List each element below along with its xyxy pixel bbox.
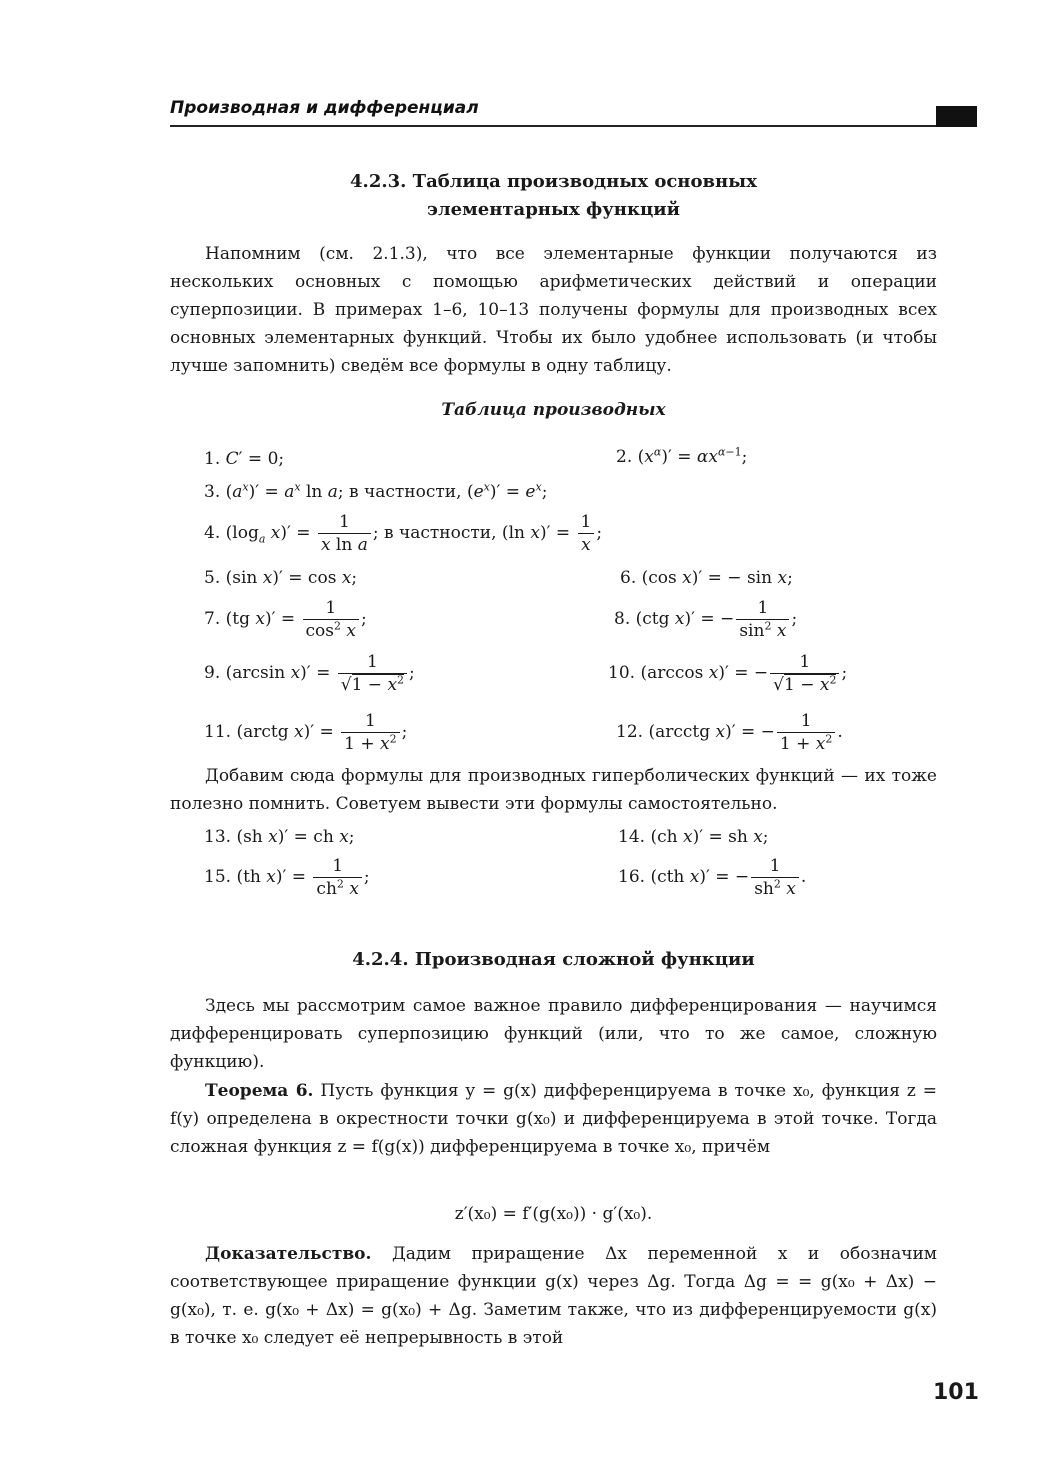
item-number: 11. bbox=[204, 722, 232, 742]
running-title: Производная и дифференциал bbox=[170, 98, 479, 118]
proof-label: Доказательство. bbox=[205, 1244, 372, 1264]
theorem-text: Пусть функция y = g(x) дифференцируема в точке x₀, функция z = f(y) определена в окрестности точки g(x₀) и дифференцируема в этой точке. Тогда сложная функция z = f(g(x)) дифференцируема в точке x₀, причём bbox=[170, 1081, 937, 1157]
formula-16: 16. (cth x)′ = − $\frac{1}{sh^2 x}$ . bbox=[618, 856, 807, 899]
item-number: 12. bbox=[616, 722, 644, 742]
fraction: $\frac{1}{\text{x ln a}}$ bbox=[318, 512, 371, 555]
fraction: $\frac{1}{√1 - x^2}$ bbox=[338, 652, 407, 695]
fraction: $\frac{1}{√1 - x^2}$ bbox=[770, 652, 839, 695]
proof-paragraph bbox=[170, 1240, 937, 1352]
theorem-paragraph bbox=[170, 1077, 937, 1161]
formula-11: 11. (arctg x)′ = $\frac{1}{1 + x^2}$ ; bbox=[204, 711, 408, 754]
item-number: 4. bbox=[204, 523, 221, 543]
formula-2: 2. $(x^\alpha)' = \alpha x^{\alpha-1}$; bbox=[616, 445, 748, 467]
formula-1: 1. C′ = 0; bbox=[204, 449, 285, 469]
item-number: 8. bbox=[614, 609, 631, 629]
page-number: 101 bbox=[933, 1380, 979, 1405]
chain-rule-formula: z′(x₀) = f′(g(x₀)) · g′(x₀). bbox=[454, 1204, 653, 1224]
item-number: 2. bbox=[616, 447, 633, 467]
formula-6: 6. (cos x)′ = − sin x; bbox=[620, 568, 793, 588]
item-number: 3. bbox=[204, 482, 221, 502]
formula-7: 7. (tg x)′ = $\frac{1}{\cos^2 x}$ ; bbox=[204, 598, 367, 641]
item-number: 5. bbox=[204, 568, 221, 588]
item-number: 9. bbox=[204, 663, 221, 683]
formula-3: 3. $(a^x)' = a^x$ ln a; в частности, $(e^x)' = e^x$; bbox=[204, 480, 548, 502]
formula-15: 15. (th x)′ = $\frac{1}{ch^2 x}$ ; bbox=[204, 856, 370, 899]
section-heading-line2: элементарных функций bbox=[427, 199, 680, 220]
formula-10: 10. (arccos x)′ = − $\frac{1}{√1 - x^2}$ ; bbox=[608, 652, 848, 695]
fraction: $\frac{1}{\cos^2 x}$ bbox=[303, 598, 359, 641]
section-heading-4-2-4: 4.2.4. Производная сложной функции bbox=[352, 949, 755, 970]
fraction: $\frac{1}{1 + x^2}$ bbox=[341, 711, 399, 754]
item-number: 1. bbox=[204, 449, 221, 469]
header-marker-block bbox=[936, 106, 977, 127]
intro-paragraph: Напомним (см. 2.1.3), что все элементарные функции получаются из нескольких основных с помощью арифметических действий и операции суперпозиции. В примерах 1–6, 10–13 получены формулы для производных всех основных элементарных функций. Чтобы их было удобнее использовать (и чтобы лучше запомнить) сведём все формулы в одну таблицу. bbox=[170, 244, 937, 376]
item-number: 6. bbox=[620, 568, 637, 588]
item-number: 7. bbox=[204, 609, 221, 629]
proof-text: Дадим приращение Δx переменной x и обозначим соответствующее приращение функции g(x) через Δg. Тогда Δg = = g(x₀ + Δx) − g(x₀), т. е. g(x₀ + Δx) = g(x₀) + Δg. Заметим также, что из дифференцируемости g(x) в точке x₀ следует её непрерывность в этой bbox=[170, 1244, 937, 1348]
fraction: $\frac{1}{sh^2 x}$ bbox=[751, 856, 799, 899]
formula-12: 12. (arcctg x)′ = − $\frac{1}{1 + x^2}$ . bbox=[616, 711, 843, 754]
hyperbolic-paragraph: Добавим сюда формулы для производных гиперболических функций — их тоже полезно помнить. Советуем вывести эти формулы самостоятельно. bbox=[170, 766, 937, 814]
formula-13: 13. (sh x)′ = ch x; bbox=[204, 827, 355, 847]
fraction: $\frac{1}{1 + x^2}$ bbox=[777, 711, 835, 754]
formula-9: 9. (arcsin x)′ = $\frac{1}{√1 - x^2}$ ; bbox=[204, 652, 415, 695]
item-number: 15. bbox=[204, 867, 232, 887]
item-number: 10. bbox=[608, 663, 636, 683]
theorem-label: Теорема 6. bbox=[205, 1081, 314, 1101]
section2-intro: Здесь мы рассмотрим самое важное правило дифференцирования — научимся дифференцировать суперпозицию функций (или, что то же самое, сложную функцию). bbox=[170, 996, 937, 1072]
fraction: $\frac{1}{x}$ bbox=[578, 512, 595, 555]
formula-14: 14. (ch x)′ = sh x; bbox=[618, 827, 769, 847]
item-number: 13. bbox=[204, 827, 232, 847]
fraction: $\frac{1}{ch^2 x}$ bbox=[313, 856, 361, 899]
in-particular-text: в частности, bbox=[384, 523, 497, 543]
formula-5: 5. (sin x)′ = cos x; bbox=[204, 568, 358, 588]
item-number: 16. bbox=[618, 867, 646, 887]
fraction: $\frac{1}{\sin^2 x}$ bbox=[736, 598, 789, 641]
table-title: Таблица производных bbox=[441, 400, 666, 420]
formula-4: 4. ($\log_a$ x)′ = $\frac{1}{\text{x ln a}}$ ; в частности, (ln x)′ = $\frac{1}{x}$ ; bbox=[204, 512, 603, 555]
in-particular-text: в частности, bbox=[349, 482, 462, 502]
section-heading-line1: 4.2.3. Таблица производных основных bbox=[350, 171, 757, 192]
header-rule bbox=[170, 125, 977, 127]
formula-8: 8. (ctg x)′ = − $\frac{1}{\sin^2 x}$ ; bbox=[614, 598, 798, 641]
running-header bbox=[170, 98, 977, 130]
section-heading-4-2-3 bbox=[170, 168, 937, 224]
item-number: 14. bbox=[618, 827, 646, 847]
